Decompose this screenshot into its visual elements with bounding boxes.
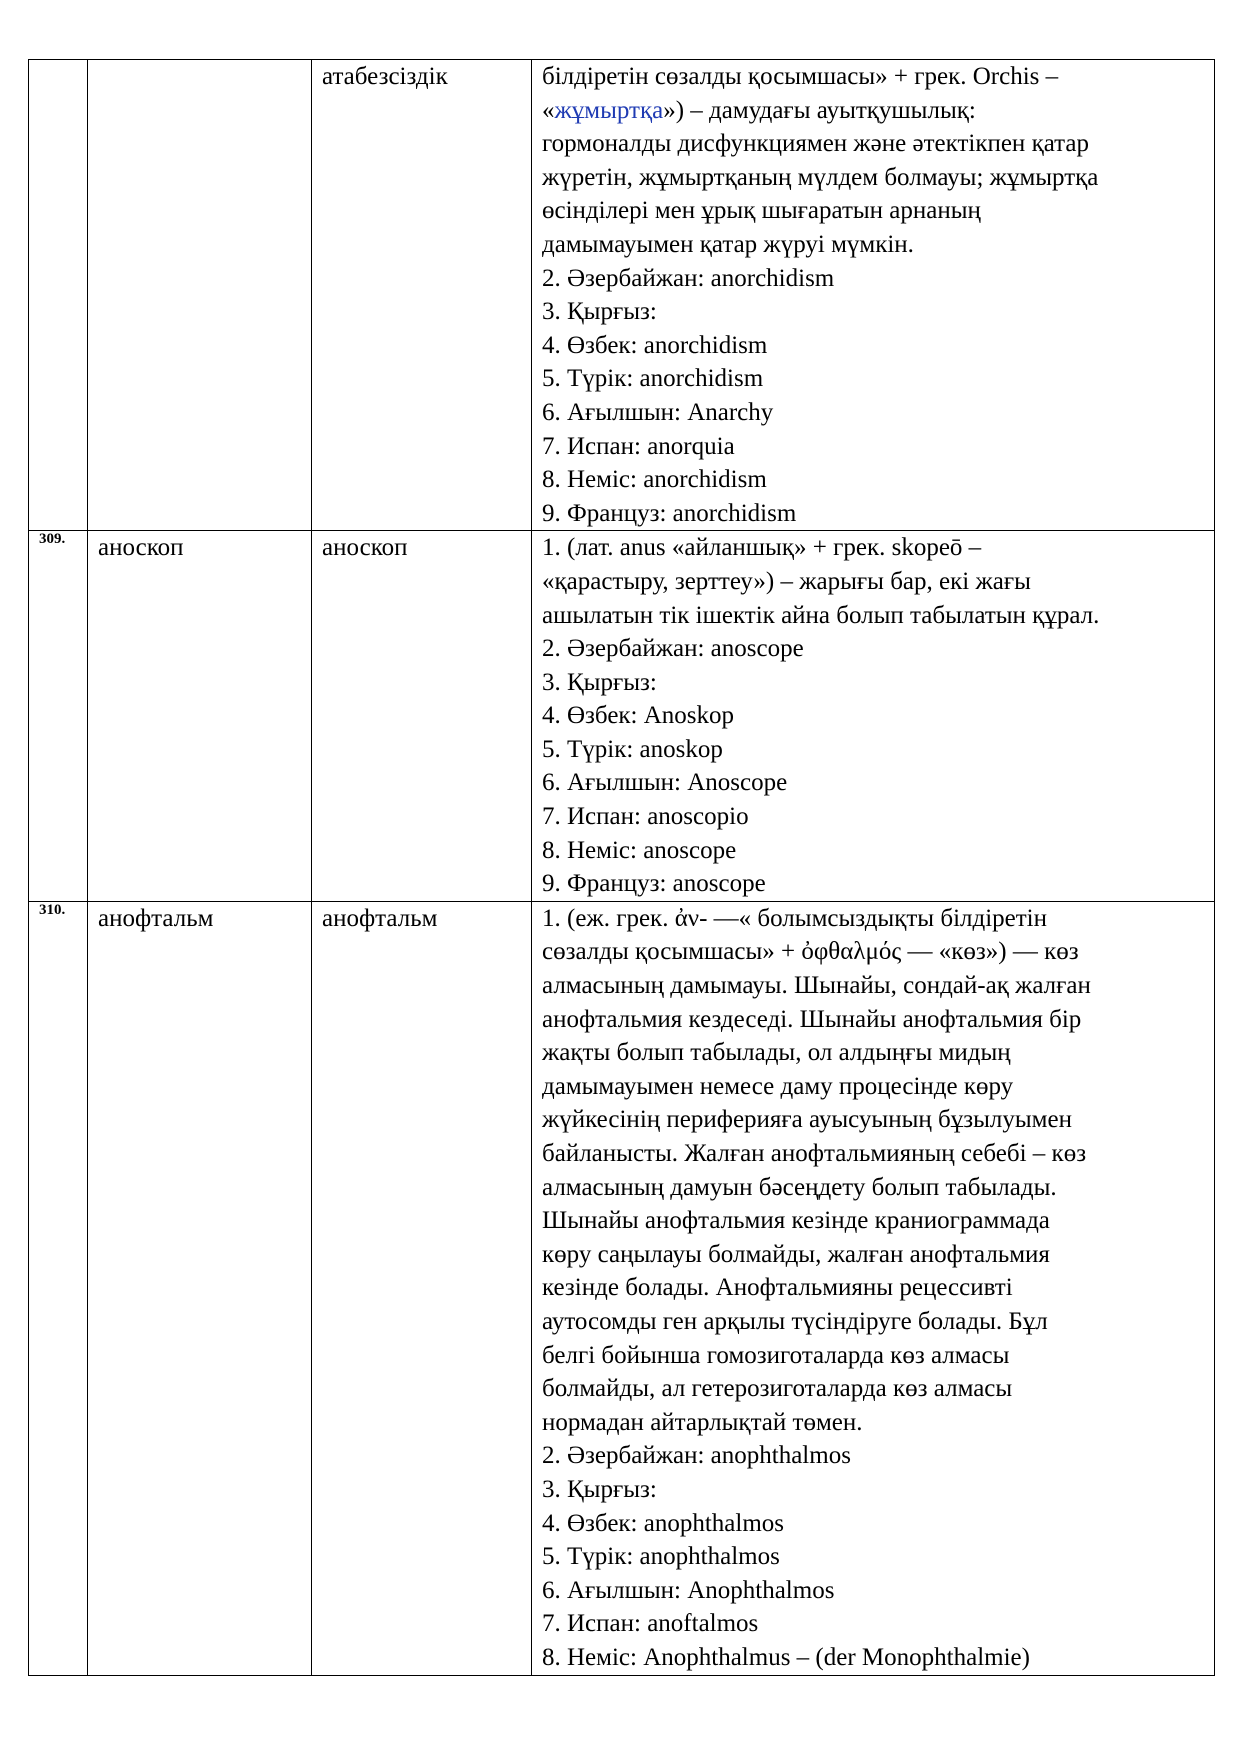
definition-line: «қарастыру, зерттеу») – жарығы бар, екі жағы: [542, 567, 1031, 595]
definition-line: нормадан айтарлықтай төмен.: [542, 1408, 863, 1436]
translation-line: 5. Түрік: anorchidism: [542, 365, 764, 393]
definition-line: 1. (лат. anus «айланшық» + грек. skopeō –: [542, 534, 982, 562]
entry-number: 310.: [29, 901, 88, 1675]
translation-line: 9. Француз: anoscope: [542, 870, 766, 898]
table-row: [29, 531, 1215, 902]
definition-line: жүйкесінің периферияға ауысуының бұзылуымен: [542, 1106, 1072, 1134]
translation-line: 7. Испан: anorquia: [542, 432, 735, 460]
document-page: [28, 59, 1214, 1676]
definition-line: өсінділері мен ұрық шығаратын арнаның: [542, 197, 981, 225]
translation-line: 2. Әзербайжан: anophthalmos: [542, 1442, 851, 1470]
translation-line: 3. Қырғыз:: [542, 1475, 657, 1503]
definition-line: 1. (еж. грек. ἀν- —« болымсыздықты білдіретін: [542, 904, 1048, 932]
definition-line: алмасының дамуын бәсеңдету болып табылады.: [542, 1173, 1057, 1201]
definition-line: ашылатын тік ішектік айна болып табылатын құрал.: [542, 601, 1100, 629]
entry-definition: [532, 60, 1215, 531]
entry-definition: [532, 901, 1215, 1675]
definition-line: аутосомды ген арқылы түсіндіруге болады. Бұл: [542, 1307, 1048, 1335]
definition-line: жүретін, жұмыртқаның мүлдем болмауы; жұмыртқа: [542, 163, 1099, 191]
translation-line: 6. Ағылшын: Anoscope: [542, 769, 788, 797]
translation-line: 5. Түрік: anoskop: [542, 735, 723, 763]
definition-line: алмасының дамымауы. Шынайы, сондай-ақ жалған: [542, 972, 1091, 1000]
dictionary-table: [28, 59, 1215, 1676]
translation-line: 8. Неміс: Anophthalmus – (der Monophthalmie): [542, 1643, 1030, 1671]
translation-line: 3. Қырғыз:: [542, 668, 657, 696]
translation-line: 9. Француз: anorchidism: [542, 499, 797, 527]
translation-line: 2. Әзербайжан: anorchidism: [542, 264, 835, 292]
definition-line: дамымауымен қатар жүруі мүмкін.: [542, 230, 914, 258]
definition-line: «жұмыртқа») – дамудағы ауытқушылық:: [542, 96, 976, 124]
translation-line: 7. Испан: anoscopio: [542, 803, 749, 831]
definition-line: болмайды, ал гетерозиготаларда көз алмасы: [542, 1375, 1013, 1403]
definition-line: білдіретін сөзалды қосымшасы» + грек. Orchis –: [542, 63, 1059, 90]
definition-line: байланысты. Жалған анофтальмияның себебі – көз: [542, 1140, 1087, 1167]
definition-line: Шынайы анофтальмия кезінде краниограммада: [542, 1207, 1050, 1235]
entry-term: аноскоп: [88, 531, 312, 902]
definition-line: дамымауымен немесе даму процесінде көру: [542, 1072, 1014, 1100]
translation-line: 2. Әзербайжан: anoscope: [542, 635, 804, 663]
entry-kazakh: атабезсіздік: [312, 60, 532, 531]
entry-term: анофтальм: [88, 901, 312, 1675]
translation-line: 3. Қырғыз:: [542, 298, 657, 326]
translation-line: 8. Неміс: anoscope: [542, 836, 737, 864]
definition-line: гормоналды дисфункциямен және әтектікпен қатар: [542, 130, 1089, 158]
entry-definition: [532, 531, 1215, 902]
definition-line: көру саңылауы болмайды, жалған анофтальмия: [542, 1240, 1050, 1268]
translation-line: 4. Өзбек: Anoskop: [542, 702, 735, 730]
entry-term: [88, 60, 312, 531]
entry-number: 309.: [29, 531, 88, 902]
translation-line: 7. Испан: anoftalmos: [542, 1610, 759, 1638]
definition-line: кезінде болады. Анофтальмияны рецессивті: [542, 1274, 1013, 1302]
translation-line: 5. Түрік: anophthalmos: [542, 1543, 780, 1571]
definition-line: анофтальмия кездеседі. Шынайы анофтальмия бір: [542, 1005, 1082, 1033]
translation-line: 6. Ағылшын: Anarchy: [542, 398, 774, 426]
translation-line: 6. Ағылшын: Anophthalmos: [542, 1576, 835, 1604]
entry-number: [29, 60, 88, 531]
definition-line: сөзалды қосымшасы» + ὀφθαλμός — «көз») — көз: [542, 938, 1079, 966]
word-link[interactable]: жұмыртқа: [554, 96, 664, 124]
entry-kazakh: аноскоп: [312, 531, 532, 902]
definition-line: жақты болып табылады, ол алдыңғы мидың: [542, 1039, 1011, 1067]
translation-line: 4. Өзбек: anophthalmos: [542, 1509, 785, 1537]
entry-kazakh: анофтальм: [312, 901, 532, 1675]
table-row: [29, 60, 1215, 531]
translation-line: 8. Неміс: anorchidism: [542, 466, 767, 494]
table-row: [29, 901, 1215, 1675]
translation-line: 4. Өзбек: anorchidism: [542, 331, 768, 359]
definition-line: белгі бойынша гомозиготаларда көз алмасы: [542, 1341, 1010, 1369]
